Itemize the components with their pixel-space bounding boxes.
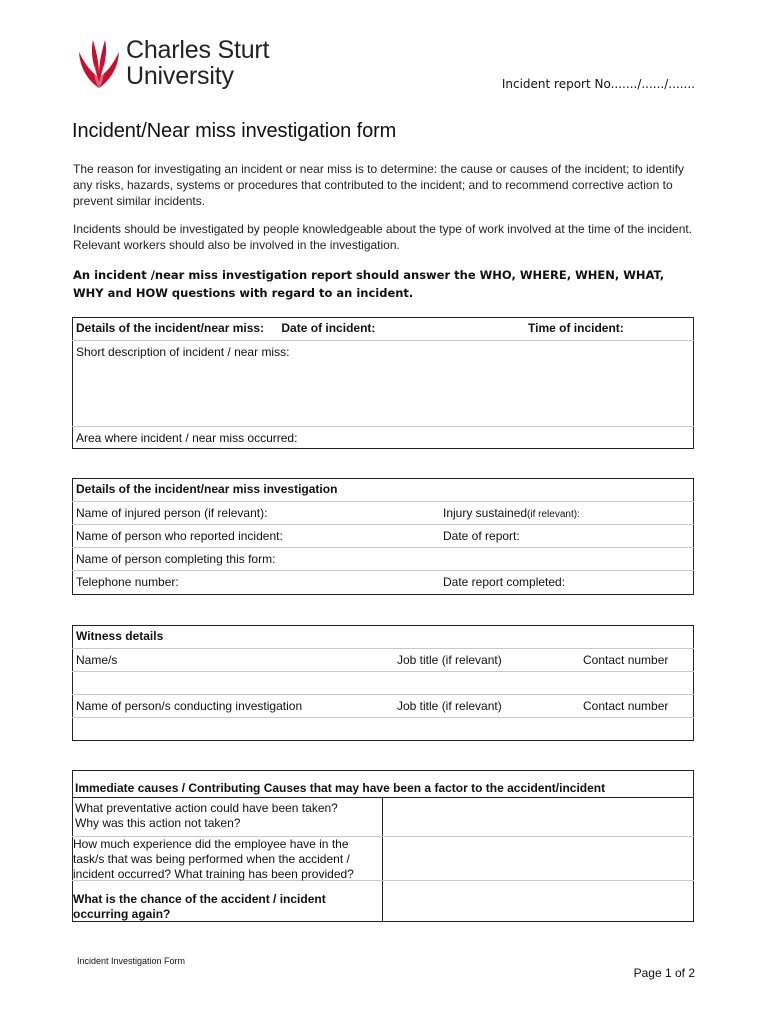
area-label: Area where incident / near miss occurred: (76, 430, 298, 445)
investigators-entry-row[interactable] (72, 717, 694, 741)
logo-text-line1: Charles Sturt (126, 36, 270, 64)
injured-person-label: Name of injured person (if relevant): (76, 505, 268, 520)
witness-contact-cell (579, 648, 694, 671)
university-logo (76, 36, 298, 92)
completer-cell[interactable] (72, 547, 694, 570)
incident-details-label: Details of the incident/near miss: (76, 321, 265, 336)
time-of-incident-cell (524, 317, 694, 340)
witness-names-label: Name/s (76, 652, 118, 667)
description-label: Short description of incident / near miss: (76, 344, 290, 359)
page-title: Incident/Near miss investigation form (72, 120, 397, 142)
injury-sustained-cell[interactable] (439, 501, 694, 524)
incident-report-number[interactable]: Incident report No......./....../....... (501, 77, 695, 91)
answer-experience-training[interactable] (383, 837, 694, 880)
logo-text-line2: University (126, 62, 234, 90)
intro-paragraph-2: Incidents should be investigated by people knowledgeable about the type of work involved at the time of the incident. Relevant workers should also be involved in the investigation. (73, 222, 693, 252)
investigation-details-table (72, 478, 694, 594)
investigators-label: Name of person/s conducting investigation (76, 698, 303, 713)
investigation-header: Details of the incident/near miss investigation (76, 482, 338, 497)
answer-recurrence-chance[interactable] (383, 881, 694, 923)
question-line: How much experience did the employee have in the (73, 837, 349, 851)
intro-paragraph-3: An incident /near miss investigation report should answer the WHO, WHERE, WHEN, WHAT, WHY and HOW questions with regard to an incident. (73, 268, 665, 300)
witness-job-cell (393, 648, 579, 671)
question-line: incident occurred? What training has been provided? (73, 867, 354, 881)
question-recurrence-chance (73, 892, 326, 922)
question-line: occurring again? (73, 907, 171, 921)
completer-label: Name of person completing this form: (76, 551, 276, 566)
witness-contact-label: Contact number (583, 652, 669, 667)
date-of-report-cell[interactable] (439, 524, 694, 547)
incident-details-table (72, 317, 694, 449)
question-line: What preventative action could have been taken? (75, 801, 338, 815)
page-number: Page 1 of 2 (633, 966, 695, 980)
witness-job-title-label: Job title (if relevant) (397, 652, 502, 667)
question-line: Why was this action not taken? (75, 816, 241, 830)
investigators-contact-label: Contact number (583, 698, 669, 713)
telephone-label: Telephone number: (76, 575, 179, 590)
incident-details-cell (72, 317, 524, 340)
answer-preventative-action[interactable] (383, 798, 694, 836)
date-of-report-label: Date of report: (443, 528, 520, 543)
investigation-header-cell (72, 478, 694, 501)
witness-details-table (72, 625, 694, 741)
question-line: What is the chance of the accident / incident (73, 892, 326, 906)
area-cell[interactable] (72, 426, 694, 449)
causes-header: Immediate causes / Contributing Causes that may have been a factor to the accident/incident (75, 781, 606, 795)
time-of-incident-label[interactable]: Time of incident: (528, 321, 624, 336)
reporter-label: Name of person who reported incident: (76, 528, 283, 543)
injured-person-cell[interactable] (72, 501, 439, 524)
date-completed-label: Date report completed: (443, 575, 566, 590)
witness-names-cell (72, 648, 393, 671)
investigators-contact-cell (579, 694, 694, 717)
date-completed-cell[interactable] (439, 570, 694, 594)
footer-form-name: Incident Investigation Form (77, 956, 186, 966)
question-line: task/s that was being performed when the accident / (73, 852, 350, 866)
investigators-cell (72, 694, 393, 717)
witness-header: Witness details (76, 629, 164, 644)
intro-paragraph-1: The reason for investigating an incident or near miss is to determine: the cause or causes of the incident; to identify any risks, hazards, systems or procedures that contributed to the incident; and to recommend corrective action to prevent similar incidents. (73, 162, 684, 208)
witness-header-cell (72, 625, 694, 648)
injury-note: (if relevant): (527, 508, 580, 520)
investigators-job-title-label: Job title (if relevant) (397, 698, 502, 713)
question-experience-training (73, 837, 354, 882)
reporter-cell[interactable] (72, 524, 439, 547)
date-of-incident-label[interactable]: Date of incident: (281, 321, 376, 336)
witness-entry-row[interactable] (72, 671, 694, 694)
investigators-job-cell (393, 694, 579, 717)
telephone-cell[interactable] (72, 570, 439, 594)
flame-logo-icon (76, 38, 122, 90)
description-cell[interactable] (72, 340, 694, 426)
causes-grid (72, 797, 694, 922)
question-preventative-action (75, 801, 338, 831)
injury-sustained-label: Injury sustained (443, 505, 528, 520)
